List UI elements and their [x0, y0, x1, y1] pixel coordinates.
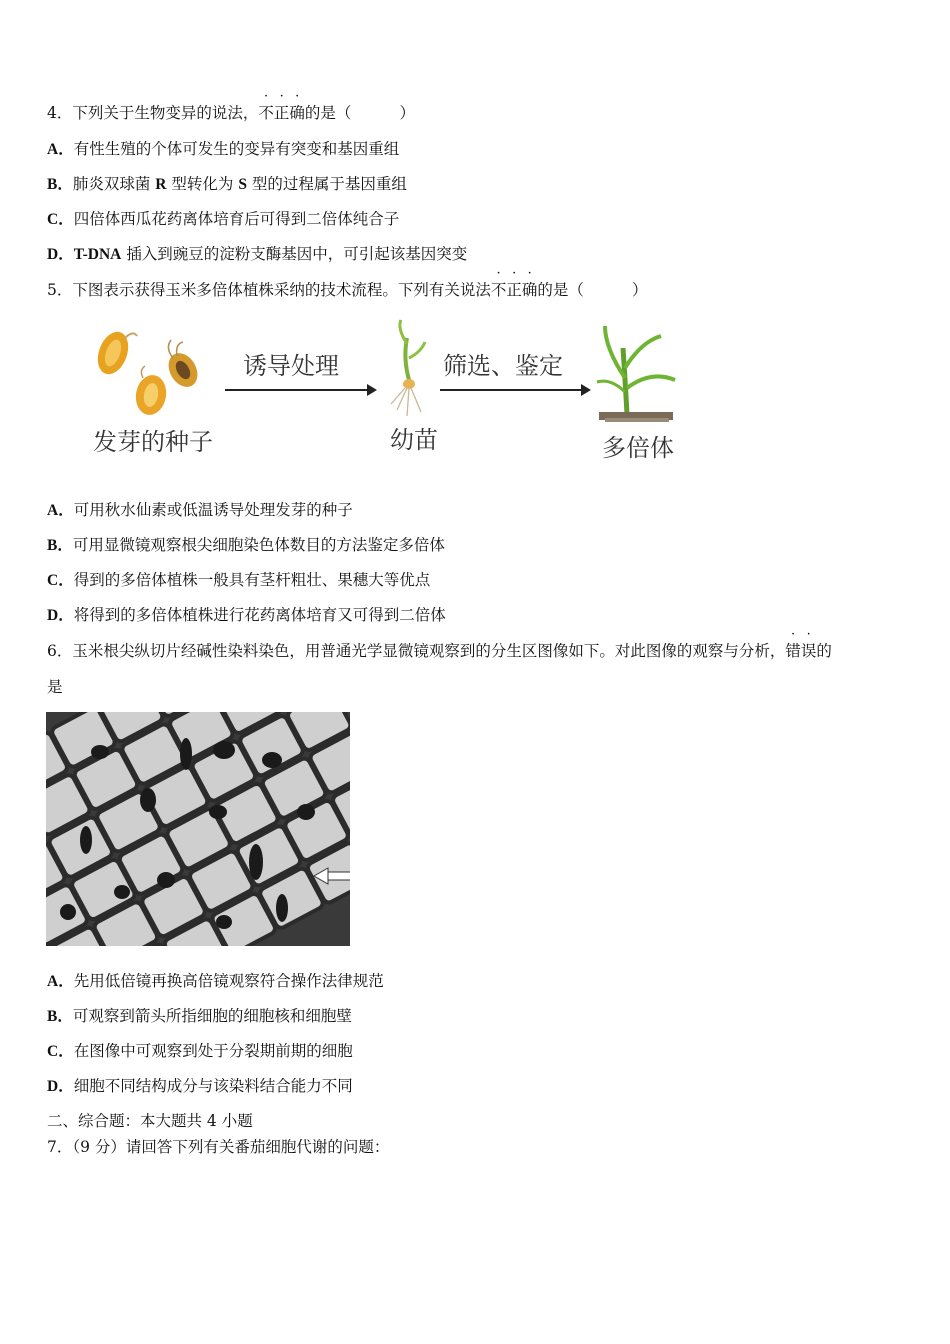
q5-option-d: D．将得到的多倍体植株进行花药离体培育又可得到二倍体 — [47, 606, 446, 624]
q5-stem: 5．下图表示获得玉米多倍体植株采纳的技术流程。下列有关说法不正确的是（ ） — [47, 281, 648, 299]
q4-option-a: A．有性生殖的个体可发生的变异有突变和基因重组 — [47, 140, 400, 158]
label-germinating-seed: 发芽的种子 — [93, 428, 213, 456]
q4-option-c: C．四倍体西瓜花药离体培育后可得到二倍体纯合子 — [47, 210, 400, 228]
emphasis-char: 不 — [490, 281, 507, 299]
emphasis-char: 误 — [800, 642, 817, 660]
arrow-induction — [225, 384, 377, 396]
q6-option-d: D．细胞不同结构成分与该染料结合能力不同 — [47, 1077, 353, 1095]
root-tip-micrograph — [46, 712, 350, 946]
emphasis-char: 确 — [521, 281, 538, 299]
q4-stem: 4．下列关于生物变异的说法，不正确的是（ ） — [47, 104, 415, 122]
q6-stem: 6．玉米根尖纵切片经碱性染料染色，用普通光学显微镜观察到的分生区图像如下。对此图像的观察与分析，错误的 — [47, 642, 832, 660]
section2-heading: 二、综合题：本大题共 4 小题 — [47, 1112, 253, 1130]
q4-option-b: B．肺炎双球菌 R 型转化为 S 型的过程属于基因重组 — [47, 175, 407, 193]
seedling-image — [391, 320, 425, 416]
label-seedling: 幼苗 — [390, 426, 438, 454]
q6-option-b: B．可观察到箭头所指细胞的细胞核和细胞壁 — [47, 1007, 352, 1025]
arrow-screening — [440, 384, 591, 396]
germinating-seeds-image — [92, 328, 203, 418]
polyploid-plant-image — [597, 326, 675, 422]
q6-stem-line2: 是 — [47, 678, 63, 696]
polyploid-flow-figure — [85, 318, 695, 468]
q6-option-a: A．先用低倍镜再换高倍镜观察符合操作法律规范 — [47, 972, 384, 990]
q5-option-b: B．可用显微镜观察根尖细胞染色体数目的方法鉴定多倍体 — [47, 536, 445, 554]
q5-option-c: C．得到的多倍体植株一般具有茎杆粗壮、果穗大等优点 — [47, 571, 431, 589]
emphasis-char: 正 — [273, 104, 290, 122]
label-induction: 诱导处理 — [243, 352, 339, 380]
q7-stem: 7．（9 分）请回答下列有关番茄细胞代谢的问题： — [47, 1138, 390, 1156]
q5-option-a: A．可用秋水仙素或低温诱导处理发芽的种子 — [47, 501, 353, 519]
label-screening: 筛选、鉴定 — [443, 352, 563, 380]
emphasis-char: 正 — [506, 281, 522, 299]
emphasis-char: 不 — [258, 104, 274, 122]
q4-option-d: D．T-DNA 插入到豌豆的淀粉支酶基因中，可引起该基因突变 — [47, 245, 468, 263]
emphasis-char: 确 — [289, 104, 305, 122]
emphasis-char: 错 — [785, 642, 801, 660]
label-polyploid: 多倍体 — [602, 434, 674, 462]
q6-option-c: C．在图像中可观察到处于分裂期前期的细胞 — [47, 1042, 353, 1060]
